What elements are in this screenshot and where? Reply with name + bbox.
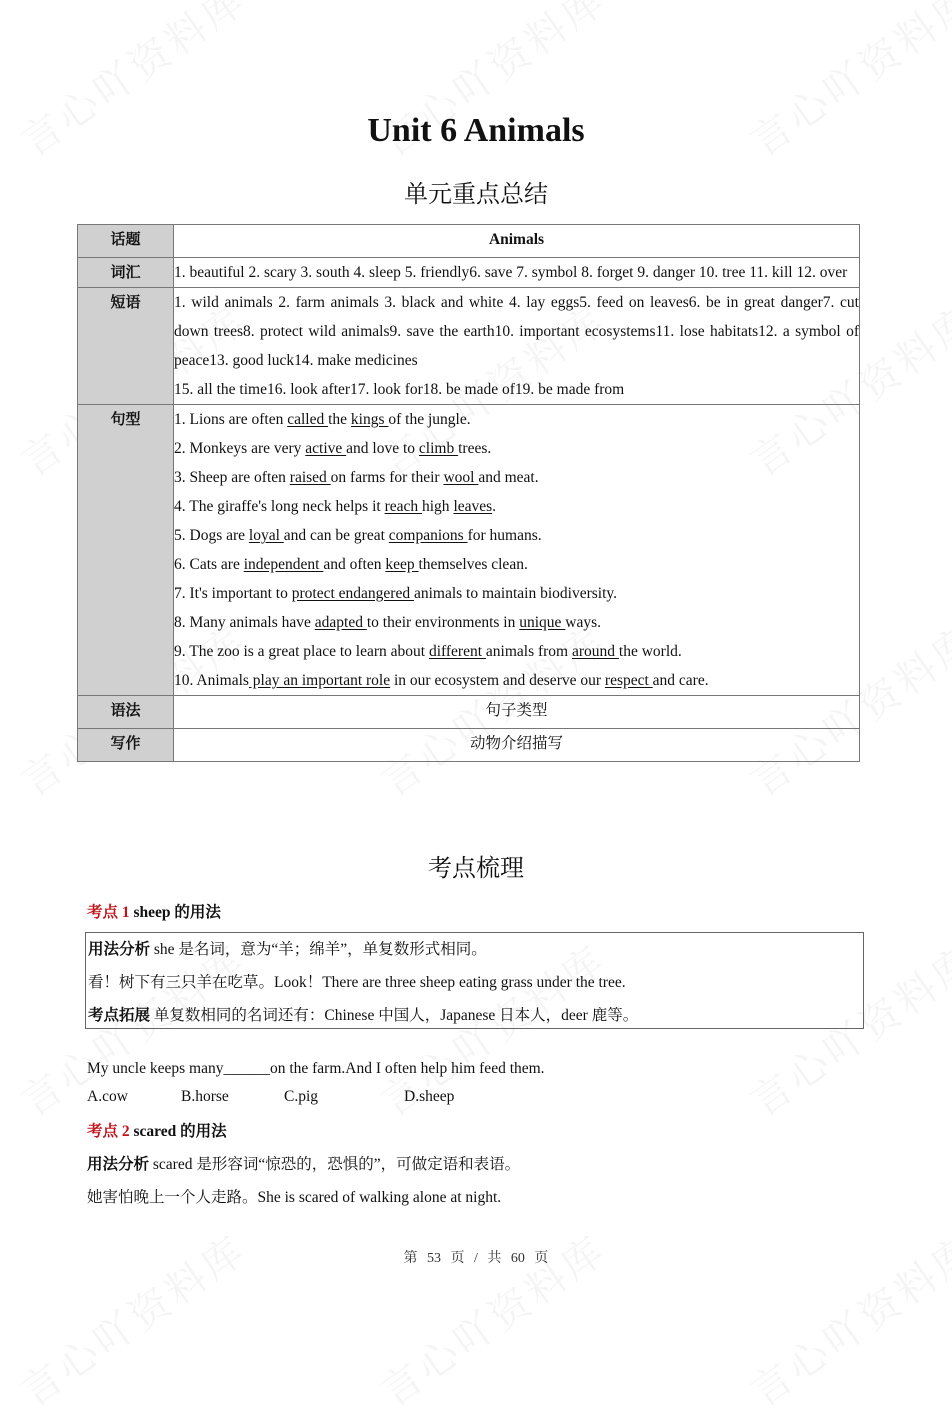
point-2-prefix: 考点 2 — [87, 1123, 130, 1140]
option-d: D.sheep — [404, 1088, 455, 1105]
sentence-list — [174, 405, 860, 696]
sentence-5: 5. Dogs are loyal and can be great companions for humans. — [174, 527, 542, 544]
summary-table — [77, 224, 860, 762]
phrases-text-2: 15. all the time16. look after17. look for18. be made of19. be made from — [174, 381, 625, 398]
usage-analysis: 用法分析 she 是名词，意为“羊；绵羊”，单复数形式相同。 — [88, 941, 487, 958]
table-row-topic — [78, 225, 860, 258]
vocabulary-list: 1. beautiful 2. scary 3. south 4. sleep 5. friendly6. save 7. symbol 8. forget 9. danger 10. tree 11. kill 12. over — [174, 258, 860, 288]
point-2-analysis: 用法分析 scared 是形容词“惊恐的，恐惧的”，可做定语和表语。 — [87, 1156, 521, 1173]
point-1-title: sheep 的用法 — [129, 904, 221, 921]
row-label: 语法 — [78, 696, 174, 729]
sentence-9: 9. The zoo is a great place to learn about different animals from around the world. — [174, 643, 682, 660]
sentence-8: 8. Many animals have adapted to their environments in unique ways. — [174, 614, 602, 631]
sentence-3: 3. Sheep are often raised on farms for their wool and meat. — [174, 469, 539, 486]
sentence-7: 7. It's important to protect endangered animals to maintain biodiversity. — [174, 585, 618, 602]
phrases-list — [174, 288, 860, 405]
example-sentence: 看！树下有三只羊在吃草。Look！There are three sheep eating grass under the tree. — [88, 974, 626, 991]
point-2-example: 她害怕晚上一个人走路。She is scared of walking alone at night. — [87, 1189, 502, 1206]
row-label: 句型 — [78, 405, 174, 696]
point-2-title: scared 的用法 — [129, 1123, 227, 1140]
table-row-grammar — [78, 696, 860, 729]
row-label: 词汇 — [78, 258, 174, 288]
sentence-2: 2. Monkeys are very active and love to climb trees. — [174, 440, 492, 457]
table-row-writing — [78, 729, 860, 762]
section-title: 考点梳理 — [428, 854, 524, 882]
exercise-options — [87, 1088, 454, 1106]
row-label: 话题 — [78, 225, 174, 258]
sentence-1: 1. Lions are often called the kings of the jungle. — [174, 411, 471, 428]
point-1-box — [85, 932, 864, 1029]
point-extension: 考点拓展 单复数相同的名词还有：Chinese 中国人，Japanese 日本人，deer 鹿等。 — [88, 1007, 639, 1024]
page-footer: 第 53 页 / 共 60 页 — [403, 1251, 549, 1266]
table-row-phrases — [78, 288, 860, 405]
option-b: B.horse — [181, 1088, 229, 1105]
sentence-10: 10. Animals play an important role in our ecosystem and deserve our respect and care. — [174, 672, 709, 689]
exercise-question: My uncle keeps many______on the farm.And I often help him feed them. — [87, 1060, 545, 1077]
option-c: C.pig — [284, 1088, 319, 1105]
table-row-vocabulary — [78, 258, 860, 288]
sentence-4: 4. The giraffe's long neck helps it reach high leaves. — [174, 498, 497, 515]
writing-value: 动物介绍描写 — [174, 729, 860, 762]
point-2-heading — [87, 1119, 227, 1141]
grammar-value: 句子类型 — [174, 696, 860, 729]
page-subtitle: 单元重点总结 — [404, 180, 548, 208]
point-1-heading — [87, 900, 221, 922]
topic-value: Animals — [174, 225, 860, 258]
sentence-6: 6. Cats are independent and often keep themselves clean. — [174, 556, 528, 573]
option-a: A.cow — [87, 1088, 128, 1105]
phrases-text: 1. wild animals 2. farm animals 3. black and white 4. lay eggs5. feed on leaves6. be in great danger7. cut down trees8. protect wild animals9. save the earth10. important ecosystems11. lose habitats12. a symbol of peace13. good luck14. make medicines — [174, 294, 859, 369]
page-title: Unit 6 Animals — [367, 112, 585, 149]
table-row-sentences — [78, 405, 860, 696]
row-label: 短语 — [78, 288, 174, 405]
row-label: 写作 — [78, 729, 174, 762]
point-1-prefix: 考点 1 — [87, 904, 130, 921]
